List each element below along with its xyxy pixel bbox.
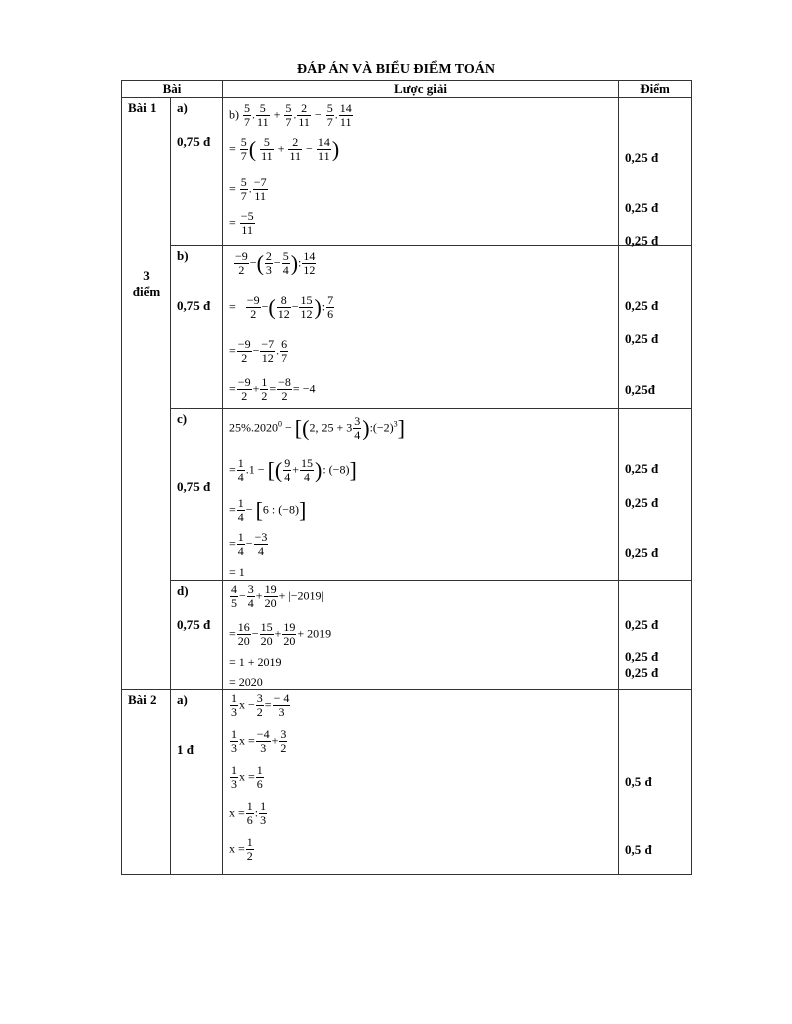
step-points: 0,25 đ	[625, 617, 659, 632]
solution-step: x = $\frac{1}{6}$ : $\frac{1}{3}$	[229, 799, 267, 827]
bai1c-points-cell	[619, 409, 692, 581]
page-title: ĐÁP ÁN VÀ BIỂU ĐIỂM TOÁN	[297, 62, 495, 77]
solution-step: b) $\frac{5}{7}$ . $\frac{5}{11}$ + $\frac{5}{7}$ . $\frac{2}{11}$ − $\frac{5}{7}$ . $\frac{14}{11}$	[229, 101, 352, 129]
solution-step: = $\frac{-9}{2}$ − $\frac{-7}{12}$ . $\frac{6}{7}$	[229, 337, 288, 365]
part-score: 0,75 đ	[177, 617, 211, 632]
bai2-label-cell	[122, 690, 171, 875]
solution-step: = $\frac{-9}{2}$ −( $\frac{8}{12}$ − $\frac{15}{12}$ ): $\frac{7}{6}$	[229, 293, 334, 321]
step-points: 0,5 đ	[625, 774, 652, 789]
table-row	[122, 409, 692, 581]
solution-step: = $\frac{-9}{2}$ + $\frac{1}{2}$ = $\frac{-8}{2}$ = −4	[229, 375, 316, 403]
solution-step: = $\frac{1}{4}$ − [6 : (−8)]	[229, 496, 307, 524]
bai1-total-num: 3	[143, 268, 150, 283]
part-score: 0,75 đ	[177, 298, 211, 313]
answer-table	[121, 80, 692, 875]
part-label: b)	[177, 248, 189, 263]
solution-step: = 2020	[229, 675, 263, 689]
solution-step: = 1	[229, 565, 245, 579]
solution-step: = $\frac{5}{7}$ . $\frac{-7}{11}$	[229, 175, 267, 203]
solution-step: $\frac{1}{3}$ x − $\frac{3}{2}$ = $\frac{- 4}{3}$	[231, 691, 290, 719]
bai1a-label-cell	[171, 98, 223, 246]
solution-step: = $\frac{16}{20}$ − $\frac{15}{20}$ + $\frac{19}{20}$ + 2019	[229, 620, 332, 648]
bai1d-points-cell	[619, 581, 692, 690]
part-label: d)	[177, 583, 189, 598]
solution-step: = 1 + 2019	[229, 655, 282, 669]
table-row	[122, 98, 692, 246]
part-score: 1 đ	[177, 742, 194, 757]
part-label: a)	[177, 692, 188, 707]
part-label: c)	[177, 411, 188, 426]
bai1c-solution-cell	[223, 409, 619, 581]
solution-step: = $\frac{1}{4}$ .1 − [( $\frac{9}{4}$ + $\frac{15}{4}$ ): (−8)]	[229, 456, 357, 484]
step-points: 0,25 đ	[625, 495, 659, 510]
header-diem: Điểm	[619, 81, 692, 98]
solution-step: x = $\frac{1}{2}$	[229, 835, 253, 863]
bai1c-label-cell	[171, 409, 223, 581]
step-points: 0,25 đ	[625, 665, 659, 680]
solution-step: $\frac{4}{5}$ − $\frac{3}{4}$ + $\frac{19}{20}$ + |−2019|	[231, 582, 324, 610]
solution-step: = $\frac{5}{7}$ ( $\frac{5}{11}$ + $\frac{2}{11}$ − $\frac{14}{11}$ )	[229, 135, 340, 163]
bai1d-label-cell	[171, 581, 223, 690]
solution-step: $\frac{-9}{2}$ −( $\frac{2}{3}$ − $\frac{5}{4}$ ): $\frac{14}{12}$	[235, 249, 316, 277]
table-row	[122, 246, 692, 409]
solution-step: $25\%.2020^0 - [(2$, 25 + 3 $\frac{3}{4}$ )$:(-2)^3$]	[229, 414, 405, 442]
solution-step: = $\frac{-5}{11}$	[229, 209, 254, 237]
header-luoc-giai: Lược giải	[223, 81, 619, 98]
part-score: 0,75 đ	[177, 479, 211, 494]
step-points: 0,25 đ	[625, 461, 659, 476]
solution-step: $\frac{1}{3}$ x = $\frac{1}{6}$	[231, 763, 263, 791]
bai1b-solution-cell	[223, 246, 619, 409]
bai1-label: Bài 1	[128, 100, 157, 115]
table-row	[122, 690, 692, 875]
bai1b-points-cell	[619, 246, 692, 409]
step-points: 0,25 đ	[625, 298, 659, 313]
solution-step: = $\frac{1}{4}$ − $\frac{-3}{4}$	[229, 530, 268, 558]
step-points: 0,25 đ	[625, 150, 659, 165]
bai2a-label-cell	[171, 690, 223, 875]
step-points: 0,25đ	[625, 382, 655, 397]
step-points: 0,25 đ	[625, 649, 659, 664]
step-points: 0,25 đ	[625, 200, 659, 215]
bai2a-points-cell	[619, 690, 692, 875]
bai1d-solution-cell	[223, 581, 619, 690]
step-points: 0,25 đ	[625, 233, 659, 248]
step-points: 0,5 đ	[625, 842, 652, 857]
bai1-label-cell	[122, 98, 171, 690]
step-points: 0,25 đ	[625, 545, 659, 560]
table-row	[122, 581, 692, 690]
bai1a-points-cell	[619, 98, 692, 246]
part-score: 0,75 đ	[177, 134, 211, 149]
bai1a-solution-cell	[223, 98, 619, 246]
part-label: a)	[177, 100, 188, 115]
bai2a-solution-cell	[223, 690, 619, 875]
solution-step: $\frac{1}{3}$ x = $\frac{-4}{3}$ + $\frac{3}{2}$	[231, 727, 287, 755]
bai1-total-unit: điểm	[132, 284, 161, 299]
bai1b-label-cell	[171, 246, 223, 409]
bai2-label: Bài 2	[128, 692, 157, 707]
step-points: 0,25 đ	[625, 331, 659, 346]
table-header-row	[122, 81, 692, 98]
header-bai: Bài	[122, 81, 223, 98]
